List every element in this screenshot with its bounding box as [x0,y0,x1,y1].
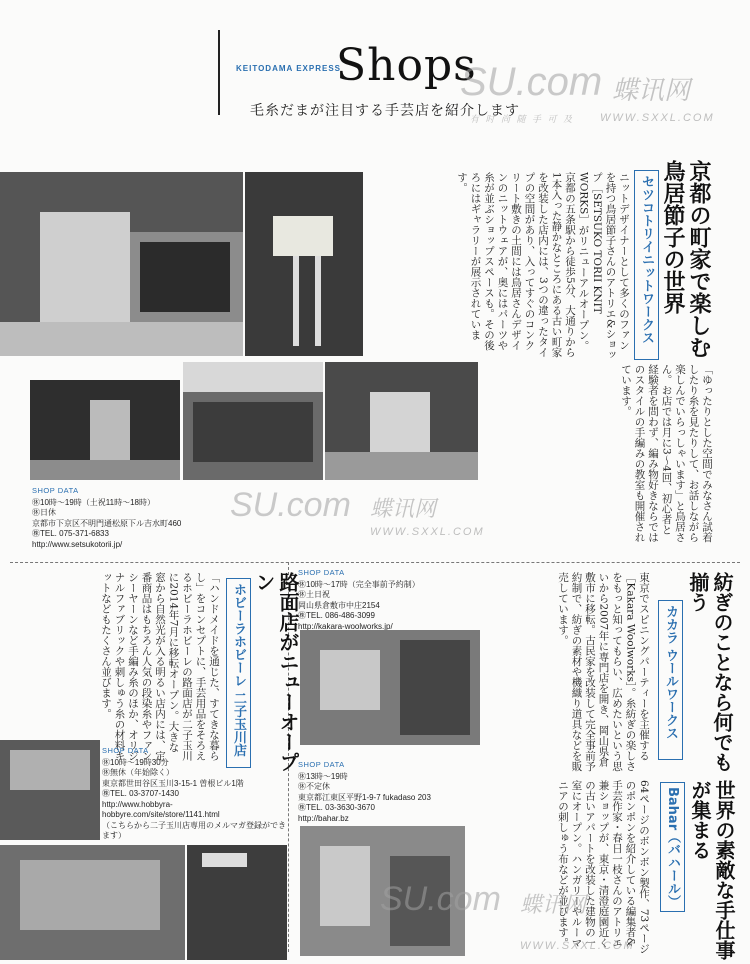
divider-horizontal [10,562,740,563]
shop1-name: セツコトリイニットワークス [634,170,659,360]
watermark-url-2: WWW.SXXL.COM [370,526,485,538]
shop3-closed: ㊡無休（年始除く） [102,768,174,777]
shop2-hours: ㊡10時〜17時（完全事前予約制） [298,579,420,589]
shop1-body2: 「ゆったりとした空間でみなさん試着したり糸を見たりして、お話しながら楽しんでいらっしゃいます」と鳥居さん。お店では月に3〜4回、初心者と経験者を問わず、編み物好きならではのスタイルの手編みの教室も開催されています。 [620,364,713,543]
shop4-data-label: SHOP DATA [298,760,345,769]
shop1-hours: ㊡10時〜19時（土祝11時〜18時） [32,497,155,507]
photo-setsuko-display [245,172,363,356]
watermark-url: WWW.SXXL.COM [600,112,715,124]
shop4-url[interactable]: http://bahar.bz [298,813,349,823]
photo-hobbyra-yarn [0,740,100,840]
photo-setsuko-gallery [325,362,478,480]
shop2-tel: ㊑TEL. 086-486-3099 [298,611,375,620]
shop3-data [102,746,287,842]
watermark-cn: 蝶讯网 [612,76,691,106]
shop3-tel: ㊑TEL. 03-3707-1430 [102,789,179,798]
watermark-tagline: 有 时 尚 随 手 可 及 [470,114,575,124]
shop3-body: 「ハンドメイドを通じた、すてきな暮らし」をコンセプトに、手芸用品をそろえるホビーラホビーレの路面店が二子玉川に2014年7月に移転オープン。大きな窓から自然光が入る明るい店内には、定番商品はもちろん人気の段染糸やファンシーヤーンなど手編み糸のほか、オリジナルファブリックや刺しゅう糸の材料キットなどもたくさん並びます。 [100,572,220,761]
photo-hobbyra-front [187,845,287,960]
watermark-cn-3: 蝶讯网 [520,893,587,918]
shop4-name: Bahar（バハール） [660,782,685,912]
shop1-url[interactable]: http://www.setsukotorii.jp/ [32,539,123,549]
header-rule [218,30,220,115]
photo-setsuko-storefront [30,380,180,480]
shop2-body: 東京でスピニングパーティーを主催する［Kakara Woolworks］。糸紡ぎの楽しさをもっと知ってもらい、広めたいという思いから2007年に専門店を開き、岡山県倉敷市に移転。古民家を改装して完全事前予約制で、紡ぎの素材や機織り道具などを販売しています。 [557,572,650,772]
page-title: Shops [336,40,477,91]
shop3-data-label: SHOP DATA [102,746,149,755]
shop3-url[interactable]: http://www.hobbyra-hobbyre.com/site/store/1141.html [102,799,220,819]
photo-kakara-shop [300,630,480,745]
shop1-body: ニットデザイナーとして多くのファンを持つ鳥居節子さんのアトリエ&ショップ［SETSUKO TORII KNIT WORKS］がリニューアルオープン。京都の五条駅から徒歩5分、大通りから1本入った静かなところにある古い町家を改装した店内には、3つの違ったタイプの空間があり、入ってすぐのコンクリート敷きの土間には鳥居さんデザインのニットウェアが、奥にはパーツや糸が並ぶショップスペースも。その後ろにはギャラリーが展示されています。 [456,172,630,360]
photo-setsuko-interior [0,172,243,356]
shop4-data [298,760,468,824]
shop4-body: 64ページのボンボン製作、73ページのポンポンを紹介している編集者&手芸作家・春日一枝さんのアトリエ兼ショップが、東京・清澄庭園近くの古いアパートを改装した建物の一室にオープン。ハンガリーやルーマニアの刺しゅう布などが並びます。 [557,780,650,954]
section-tag: KEITODAMA EXPRESS [236,64,342,73]
shop3-headline: 路面店がニューオープン [252,572,300,772]
photo-setsuko-rack [183,362,323,480]
shop2-data-label: SHOP DATA [298,568,345,577]
watermark-logo: SU.com [460,60,603,104]
shop2-url[interactable]: http://kakara-woolworks.jp/ [298,621,393,631]
shop1-data [32,486,232,550]
shop4-hours: ㊡13時〜19時 [298,771,348,781]
shop2-closed: ㊡土日祝 [298,590,330,599]
watermark-url-3: WWW.SXXL.COM [520,940,635,952]
shop1-closed: ㊡日休 [32,508,56,517]
watermark-logo-2: SU.com [230,486,351,524]
watermark-logo-3: SU.com [380,880,501,918]
shop4-tel: ㊑TEL. 03-3630-3670 [298,803,375,812]
shop3-note: （こちらから二子玉川店専用のメルマガ登録ができます） [102,820,286,840]
page-subtitle: 毛糸だまが注目する手芸店を紹介します [250,103,520,119]
shop2-data [298,568,483,632]
shop1-tel: ㊑TEL. 075-371-6833 [32,529,109,538]
shop2-address: 岡山県倉敷市中庄2154 [298,600,380,610]
shop4-closed: ㊡不定休 [298,782,330,791]
shop2-headline: 紡ぎのことなら何でも揃う [686,572,734,772]
shop1-address: 京都市下京区不明門通松原下ル吉水町460 [32,518,182,528]
shop4-headline: 世界の素敵な手仕事が集まる [688,780,736,960]
photo-hobbyra-store [0,845,185,960]
shop2-name: カカラ ウールワークス [658,600,683,760]
shop1-headline: 京都の町家で楽しむ鳥居節子の世界 [660,160,712,358]
watermark-cn-2: 蝶讯网 [370,497,437,522]
shop3-address: 東京都世田谷区玉川3-15-1 曽根ビル1階 [102,778,244,788]
shop1-data-label: SHOP DATA [32,486,79,495]
shop4-address: 東京都江東区平野1-9-7 fukadaso 203 [298,792,431,802]
shop3-name: ホビーラホビーレ 二子玉川店 [226,578,251,768]
shop3-hours: ㊡10時〜19時30分 [102,757,169,767]
